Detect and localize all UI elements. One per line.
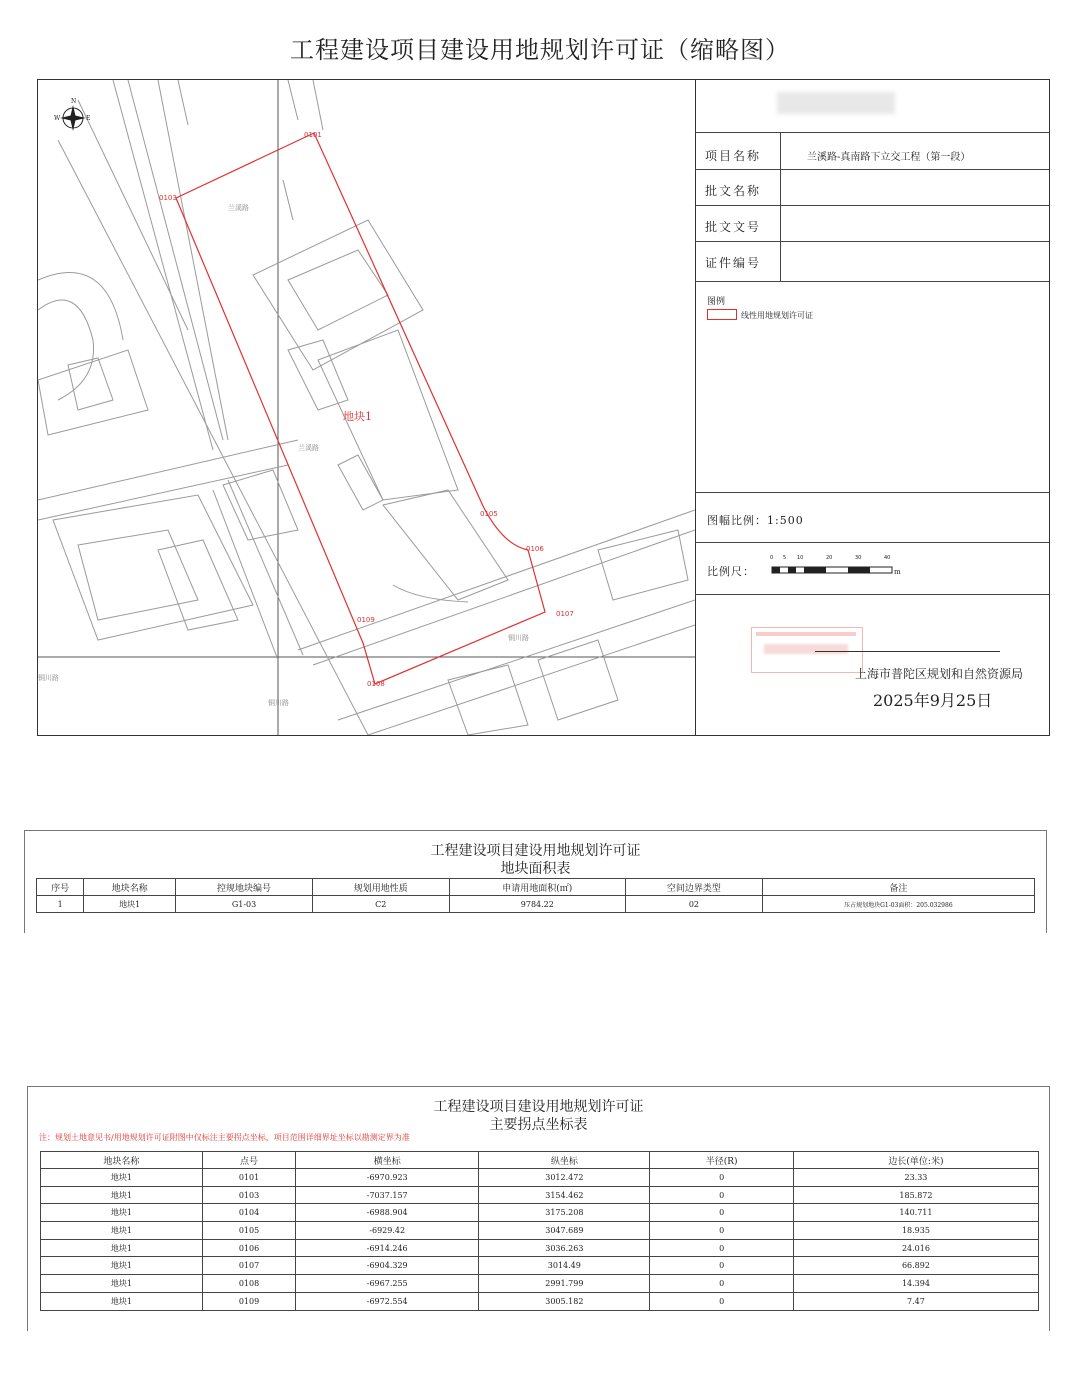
- table-cell: 0: [650, 1186, 793, 1204]
- official-stamp: [751, 627, 863, 673]
- svg-text:N: N: [71, 98, 77, 105]
- table-cell: 0: [650, 1222, 793, 1240]
- table-cell: 0: [650, 1169, 793, 1187]
- redacted-block: [777, 92, 895, 114]
- point-label-0103: 0103: [159, 194, 177, 202]
- table-cell: -6929.42: [296, 1222, 479, 1240]
- table-header: 序号: [37, 879, 84, 896]
- point-label-0109: 0109: [357, 616, 375, 624]
- building-outline: [158, 540, 238, 630]
- building-outline: [598, 530, 688, 600]
- table-header: 备注: [762, 879, 1034, 896]
- scale-tick-label: 10: [797, 555, 804, 561]
- building-outline: [383, 490, 508, 600]
- table-cell: -6988.904: [296, 1204, 479, 1222]
- road-edge: [313, 80, 323, 130]
- table-header: 横坐标: [296, 1152, 479, 1169]
- table-cell: 压占规划地块G1-03面积：205.032986: [762, 896, 1034, 913]
- table-cell: 地块1: [84, 896, 176, 913]
- table-header: 点号: [202, 1152, 295, 1169]
- scale-ratio-section: [695, 492, 1049, 542]
- road-label: 铜川路: [268, 699, 289, 707]
- table-row: [41, 1222, 1039, 1240]
- area-table: [36, 878, 1035, 913]
- scale-bar-label: 比例尺：: [707, 565, 755, 578]
- authority-name: 上海市普陀区规划和自然资源局: [855, 667, 1024, 681]
- table-cell: 0: [650, 1292, 793, 1310]
- table-row: [41, 1169, 1039, 1187]
- table-cell: 185.872: [793, 1186, 1038, 1204]
- issue-date: 2025年9月25日: [873, 691, 993, 710]
- building-outline: [448, 665, 528, 735]
- table-header: 地块名称: [84, 879, 176, 896]
- table-cell: 14.394: [793, 1275, 1038, 1293]
- table-cell: C2: [312, 896, 449, 913]
- table-cell: 23.33: [793, 1169, 1038, 1187]
- table-header: 边长(单位:米): [793, 1152, 1038, 1169]
- road-edge: [38, 465, 288, 520]
- site-map[interactable]: [38, 80, 696, 735]
- road-edge: [283, 180, 293, 220]
- table-cell: 0: [650, 1204, 793, 1222]
- area-table-title-2: 地块面积表: [500, 861, 571, 877]
- svg-text:W: W: [54, 115, 61, 122]
- road-label: 铜川路: [508, 634, 529, 642]
- table-cell: 0103: [202, 1186, 295, 1204]
- parcel-boundary: [176, 133, 545, 684]
- road-edge: [288, 80, 298, 120]
- table-cell: 140.711: [793, 1204, 1038, 1222]
- scale-unit: m: [894, 568, 901, 576]
- legend-red-swatch: [707, 309, 737, 320]
- table-header: 半径(R): [650, 1152, 793, 1169]
- table-cell: 0: [650, 1275, 793, 1293]
- scale-tick-label: 40: [884, 555, 891, 561]
- table-cell: 0105: [202, 1222, 295, 1240]
- table-cell: 7.47: [793, 1292, 1038, 1310]
- legend-title: 图例: [707, 297, 726, 307]
- building-outline: [338, 455, 383, 510]
- table-cell: 地块1: [41, 1292, 203, 1310]
- table-cell: 3047.689: [479, 1222, 650, 1240]
- table-row: [41, 1204, 1039, 1222]
- table-cell: 地块1: [41, 1186, 203, 1204]
- table-row: [41, 1292, 1039, 1310]
- table-cell: 0: [650, 1239, 793, 1257]
- legend-section: [695, 281, 1049, 492]
- road-edge: [368, 625, 695, 735]
- certificate-number-label: 证件编号: [705, 256, 762, 270]
- area-table-title-1: 工程建设项目建设用地规划许可证: [430, 843, 641, 859]
- table-cell: 0: [650, 1257, 793, 1275]
- scale-tick-label: 30: [855, 555, 862, 561]
- table-cell: 0108: [202, 1275, 295, 1293]
- road-edge: [58, 140, 368, 735]
- road-edge: [338, 600, 695, 720]
- point-label-0108: 0108: [367, 680, 385, 688]
- row-approval-name: [695, 169, 1049, 205]
- approval-name-label: 批文名称: [705, 184, 762, 198]
- table-cell: 2991.799: [479, 1275, 650, 1293]
- table-header: 空间边界类型: [626, 879, 763, 896]
- table-header: 地块名称: [41, 1152, 203, 1169]
- table-cell: 66.892: [793, 1257, 1038, 1275]
- authority-section: [695, 594, 1049, 735]
- roundabout-curve: [38, 273, 123, 341]
- scale-tick-label: 20: [826, 555, 833, 561]
- road-edge: [128, 80, 223, 440]
- coord-table: [40, 1151, 1039, 1311]
- building-outline: [78, 530, 198, 620]
- table-cell: 0104: [202, 1204, 295, 1222]
- table-cell: G1-03: [176, 896, 313, 913]
- table-header: 控规地块编号: [176, 879, 313, 896]
- row-certificate-number: [695, 241, 1049, 281]
- table-cell: 24.016: [793, 1239, 1038, 1257]
- table-header-row: [41, 1152, 1039, 1169]
- table-header: 规划用地性质: [312, 879, 449, 896]
- table-row: [37, 896, 1035, 913]
- point-label-0105: 0105: [480, 510, 498, 518]
- roundabout-curve: [38, 300, 94, 400]
- table-row: [41, 1239, 1039, 1257]
- table-cell: -6904.329: [296, 1257, 479, 1275]
- road-label: 兰溪路: [228, 204, 249, 212]
- table-cell: 地块1: [41, 1275, 203, 1293]
- table-cell: 地块1: [41, 1169, 203, 1187]
- road-edge: [178, 80, 188, 125]
- table-cell: 0107: [202, 1257, 295, 1275]
- svg-text:E: E: [86, 115, 91, 122]
- table-header: 纵坐标: [479, 1152, 650, 1169]
- coord-table-title-1: 工程建设项目建设用地规划许可证: [433, 1099, 644, 1115]
- project-name-label: 项目名称: [705, 149, 762, 163]
- table-row: [41, 1275, 1039, 1293]
- coord-table-note: 注：规划土地意见书/用地规划许可证附图中仅标注主要拐点坐标，项目范围详细界址坐标以勘测定界为准: [39, 1133, 410, 1142]
- scale-ticks: [769, 555, 909, 563]
- table-cell: 3154.462: [479, 1186, 650, 1204]
- table-cell: 0109: [202, 1292, 295, 1310]
- legend-item-label: 线性用地规划许可证: [741, 311, 813, 320]
- scale-tick-label: 5: [783, 555, 787, 561]
- signature-line: [815, 651, 1000, 652]
- point-label-0101: 0101: [304, 131, 322, 139]
- table-cell: 地块1: [41, 1222, 203, 1240]
- map-drawing: [38, 80, 695, 735]
- approval-number-label: 批文文号: [705, 220, 762, 234]
- parcel-label: 地块1: [343, 410, 372, 423]
- building-outline: [288, 340, 348, 410]
- table-cell: 9784.22: [449, 896, 625, 913]
- table-cell: 地块1: [41, 1239, 203, 1257]
- table-cell: 0101: [202, 1169, 295, 1187]
- road-edge: [113, 80, 213, 450]
- point-label-0107: 0107: [556, 610, 574, 618]
- road-label: 兰溪路: [298, 444, 319, 452]
- building-outline: [538, 640, 618, 720]
- table-cell: 3036.263: [479, 1239, 650, 1257]
- table-cell: 地块1: [41, 1257, 203, 1275]
- road-edge: [158, 80, 228, 440]
- scale-tick-label: 0: [770, 555, 774, 561]
- table-cell: 3005.182: [479, 1292, 650, 1310]
- point-label-0106: 0106: [526, 545, 544, 553]
- area-table-block: [24, 830, 1047, 933]
- road-edge: [228, 480, 303, 655]
- table-cell: 02: [626, 896, 763, 913]
- table-cell: 1: [37, 896, 84, 913]
- coord-table-title-2: 主要拐点坐标表: [489, 1117, 588, 1133]
- table-cell: -6972.554: [296, 1292, 479, 1310]
- table-cell: 18.935: [793, 1222, 1038, 1240]
- table-cell: 0106: [202, 1239, 295, 1257]
- coord-table-block: [27, 1086, 1050, 1331]
- table-cell: -6967.255: [296, 1275, 479, 1293]
- table-cell: 3175.208: [479, 1204, 650, 1222]
- table-cell: -6970.923: [296, 1169, 479, 1187]
- row-approval-number: [695, 205, 1049, 241]
- table-cell: -6914.246: [296, 1239, 479, 1257]
- project-name-value: 兰溪路-真南路下立交工程（第一段）: [807, 152, 971, 163]
- page-title: 工程建设项目建设用地规划许可证（缩略图）: [290, 36, 790, 64]
- row-project-name: [695, 132, 1049, 169]
- table-row: [41, 1186, 1039, 1204]
- table-cell: 3014.49: [479, 1257, 650, 1275]
- table-row: [41, 1257, 1039, 1275]
- table-cell: 3012.472: [479, 1169, 650, 1187]
- table-header: 申请用地面积(㎡): [449, 879, 625, 896]
- building-outline: [38, 350, 148, 435]
- table-cell: 地块1: [41, 1204, 203, 1222]
- table-header-row: [37, 879, 1035, 896]
- table-cell: -7037.157: [296, 1186, 479, 1204]
- road-label: 铜川路: [38, 674, 59, 682]
- scale-bar-section: [695, 542, 1049, 594]
- permit-sheet: [37, 79, 1050, 736]
- scale-ratio-label: 图幅比例：1:500: [707, 514, 804, 527]
- info-panel: [695, 80, 1049, 735]
